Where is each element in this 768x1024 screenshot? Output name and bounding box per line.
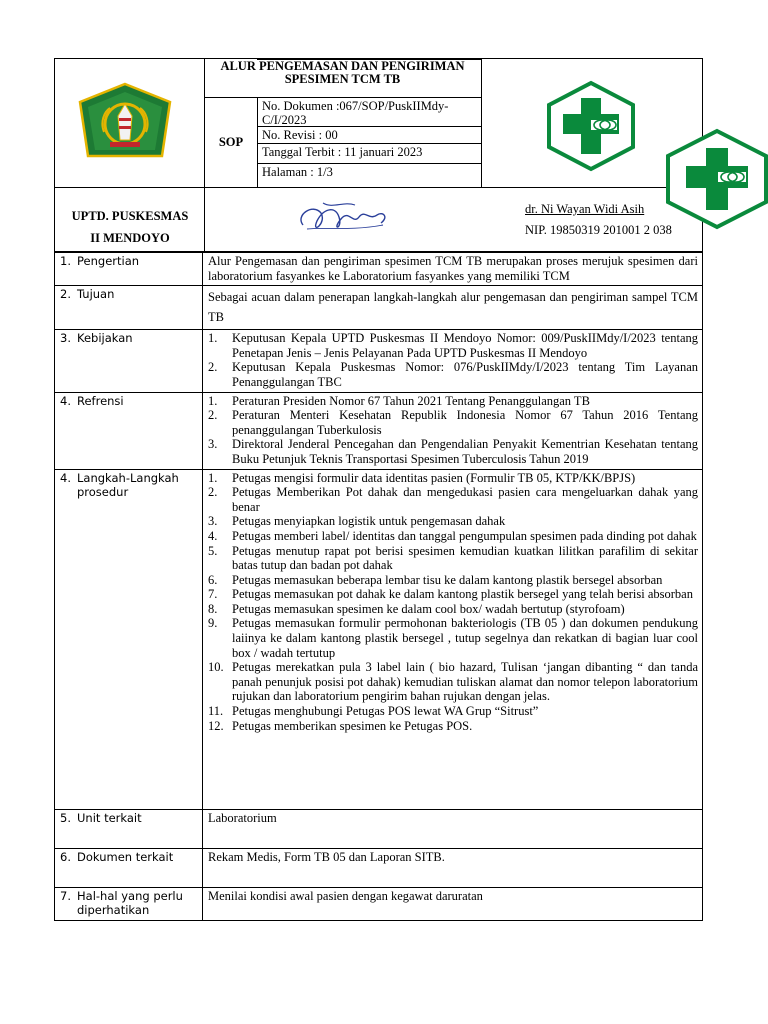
section-label: Langkah-Langkah prosedur xyxy=(77,470,179,500)
list-item xyxy=(208,616,698,660)
signature-mark xyxy=(293,195,393,241)
list-item xyxy=(208,602,698,617)
list-item-number: 1. xyxy=(208,331,218,346)
section-label: Unit terkait xyxy=(77,810,142,825)
section-number: 5. xyxy=(60,810,71,825)
section-label: Dokumen terkait xyxy=(77,849,174,864)
section-text: Rekam Medis, Form TB 05 dan Laporan SITB. xyxy=(208,849,445,864)
organization-line-2: II MENDOYO xyxy=(90,231,170,245)
section-label: Kebijakan xyxy=(77,331,133,346)
sop-content-table xyxy=(54,252,703,921)
section-number: 7. xyxy=(60,888,71,903)
list-item xyxy=(208,394,698,409)
list-item-text: Petugas menghubungi Petugas POS lewat WA Grup “Sitrust” xyxy=(232,704,539,719)
section-content-cell xyxy=(203,330,703,392)
list-item xyxy=(208,360,698,389)
section-content-cell xyxy=(203,253,703,286)
signer-block xyxy=(525,199,672,241)
section-list xyxy=(208,471,698,734)
list-item-number: 11. xyxy=(208,704,224,719)
section-label-cell xyxy=(55,392,203,469)
list-item xyxy=(208,471,698,486)
list-item-text: Petugas menyiapkan logistik untuk pengemasan dahak xyxy=(232,514,506,529)
list-item xyxy=(208,704,698,719)
section-content-cell xyxy=(203,887,703,920)
list-item xyxy=(208,408,698,437)
list-item xyxy=(208,573,698,588)
list-item-number: 2. xyxy=(208,485,218,500)
section-text: Sebagai acuan dalam penerapan langkah-langkah alur pengemasan dan pengiriman sampel TCM TB xyxy=(208,290,698,325)
list-item-number: 1. xyxy=(208,393,218,408)
list-item-text: Petugas memasukan spesimen ke dalam cool box/ wadah bertutup (styrofoam) xyxy=(232,601,625,616)
section-number: 6. xyxy=(60,849,71,864)
section-label: Hal-hal yang perlu diperhatikan xyxy=(77,888,183,918)
section-list xyxy=(208,331,698,389)
list-item-number: 12. xyxy=(208,718,224,733)
sections-body xyxy=(55,253,703,921)
section-label-cell xyxy=(55,286,203,330)
list-item-text: Petugas memasukan beberapa lembar tisu ke dalam kantong plastik bersegel absorban xyxy=(232,572,663,587)
section-label-cell xyxy=(55,330,203,392)
signer-nip: NIP. 19850319 201001 2 038 xyxy=(525,223,672,237)
section-label-cell xyxy=(55,809,203,848)
list-item-number: 2. xyxy=(208,408,218,423)
list-item-text: Keputusan Kepala UPTD Puskesmas II Mendoyo Nomor: 009/PuskIIMdy/I/2023 tentang Penetapan Jenis – Jenis Pelayanan Pada UPTD Puskesmas II Mendoyo xyxy=(232,331,698,360)
page-number: Halaman : 1/3 xyxy=(262,165,333,179)
section-number: 4. xyxy=(60,393,71,408)
list-item-text: Peraturan Menteri Kesehatan Republik Indonesia Nomor 67 Tahun 2016 Tentang penanggulangan Tuberkulosis xyxy=(232,408,698,437)
list-item xyxy=(208,514,698,529)
section-label: Refrensi xyxy=(77,393,124,408)
section-content-cell xyxy=(203,286,703,330)
list-item-number: 5. xyxy=(208,543,218,558)
doc-number: No. Dokumen :067/SOP/PuskIIMdy-C/I/2023 xyxy=(262,99,449,127)
list-item-text: Petugas mengisi formulir data identitas pasien (Formulir TB 05, KTP/KK/BPJS) xyxy=(232,470,636,485)
list-item xyxy=(208,485,698,514)
section-list xyxy=(208,394,698,467)
list-item-text: Direktoral Jenderal Pencegahan dan Pengendalian Penyakit Kementrian Kesehatan tentang Buku Petunjuk Teknis Transportasi Spesimen Tuberculosis Tahun 2019 xyxy=(232,437,698,466)
list-item-text: Petugas memberi label/ identitas dan tanggal pengumpulan spesimen pada dinding pot dahak xyxy=(232,528,697,543)
organization-line-1: UPTD. PUSKESMAS xyxy=(71,209,189,223)
document-title: ALUR PENGEMASAN DAN PENGIRIMAN SPESIMEN TCM TB xyxy=(220,59,465,86)
section-content-cell xyxy=(203,848,703,887)
section-text: Laboratorium xyxy=(208,810,277,825)
section-label-cell xyxy=(55,469,203,809)
section-label: Tujuan xyxy=(77,287,115,302)
list-item-text: Keputusan Kepala Puskesmas Nomor: 076/PuskIIMdy/I/2023 tentang Tim Layanan Penanggulangan TBC xyxy=(232,360,698,389)
list-item-number: 2. xyxy=(208,360,218,375)
list-item xyxy=(208,331,698,360)
section-label-cell xyxy=(55,848,203,887)
section-row xyxy=(55,253,703,286)
section-content-cell xyxy=(203,469,703,809)
list-item-number: 3. xyxy=(208,437,218,452)
list-item-number: 3. xyxy=(208,514,218,529)
list-item-number: 8. xyxy=(208,601,218,616)
list-item xyxy=(208,544,698,573)
list-item xyxy=(208,587,698,602)
revision-number: No. Revisi : 00 xyxy=(262,128,338,142)
section-content-cell xyxy=(203,392,703,469)
puskesmas-logo-icon-duplicate xyxy=(666,128,768,230)
list-item-text: Petugas memberikan spesimen ke Petugas POS. xyxy=(232,718,473,733)
list-item-number: 4. xyxy=(208,528,218,543)
section-number: 1. xyxy=(60,254,71,268)
section-text: Alur Pengemasan dan pengiriman spesimen TCM TB merupakan proses merujuk spesimen dari laboratorium fasyankes ke Laboratorium fasyankes yang memiliki TCM xyxy=(208,254,698,283)
section-number: 3. xyxy=(60,331,71,346)
list-item-number: 7. xyxy=(208,587,218,602)
section-text: Menilai kondisi awal pasien dengan kegawat daruratan xyxy=(208,888,483,903)
list-item-number: 6. xyxy=(208,572,218,587)
list-item xyxy=(208,719,698,734)
signer-name: dr. Ni Wayan Widi Asih xyxy=(525,202,645,216)
section-row xyxy=(55,887,703,920)
section-number: 4. xyxy=(60,470,71,485)
section-row xyxy=(55,848,703,887)
kabupaten-emblem-icon xyxy=(76,82,174,160)
sop-label: SOP xyxy=(218,135,244,149)
section-label-cell xyxy=(55,253,203,286)
list-item-text: Petugas merekatkan pula 3 label lain ( bio hazard, Tulisan ‘jangan dibanting “ dan tanda panah penunjuk posisi pot dahak) kemudian tuliskan alamat dan nomor telepon laboratorium rujukan dan laboratorium pengirim bahan rujukan dengan jelas. xyxy=(232,660,698,704)
section-row xyxy=(55,286,703,330)
list-item-text: Petugas menutup rapat pot berisi spesimen kemudian kuatkan lilitkan parafilim di sekitar batas tutup dan badan pot dahak xyxy=(232,543,698,573)
section-number: 2. xyxy=(60,287,71,302)
section-row xyxy=(55,330,703,392)
puskesmas-logo-icon xyxy=(545,80,637,172)
list-item-text: Petugas memasukan pot dahak ke dalam kantong plastik bersegel yang telah berisi absorban xyxy=(232,587,693,602)
list-item xyxy=(208,437,698,466)
list-item-number: 9. xyxy=(208,616,218,631)
list-item xyxy=(208,660,698,704)
list-item-text: Peraturan Presiden Nomor 67 Tahun 2021 Tentang Penanggulangan TB xyxy=(232,393,590,408)
organization-name xyxy=(55,205,205,249)
list-item-text: Petugas Memberikan Pot dahak dan mengedukasi pasien cara mengeluarkan dahak yang benar xyxy=(232,485,698,514)
issue-date: Tanggal Terbit : 11 januari 2023 xyxy=(262,145,423,159)
list-item xyxy=(208,529,698,544)
section-row xyxy=(55,469,703,809)
section-label: Pengertian xyxy=(77,254,140,268)
section-row xyxy=(55,809,703,848)
section-row xyxy=(55,392,703,469)
list-item-number: 1. xyxy=(208,470,218,485)
list-item-number: 10. xyxy=(208,660,224,675)
section-content-cell xyxy=(203,809,703,848)
section-label-cell xyxy=(55,887,203,920)
list-item-text: Petugas memasukan formulir permohonan bakteriologis (TB 05 ) dan dokumen pendukung laiinya ke dalam kantong plastik bersegel , tutup segelnya dan rekatkan di bagian luar cool box / wadah tertutup xyxy=(232,616,698,660)
